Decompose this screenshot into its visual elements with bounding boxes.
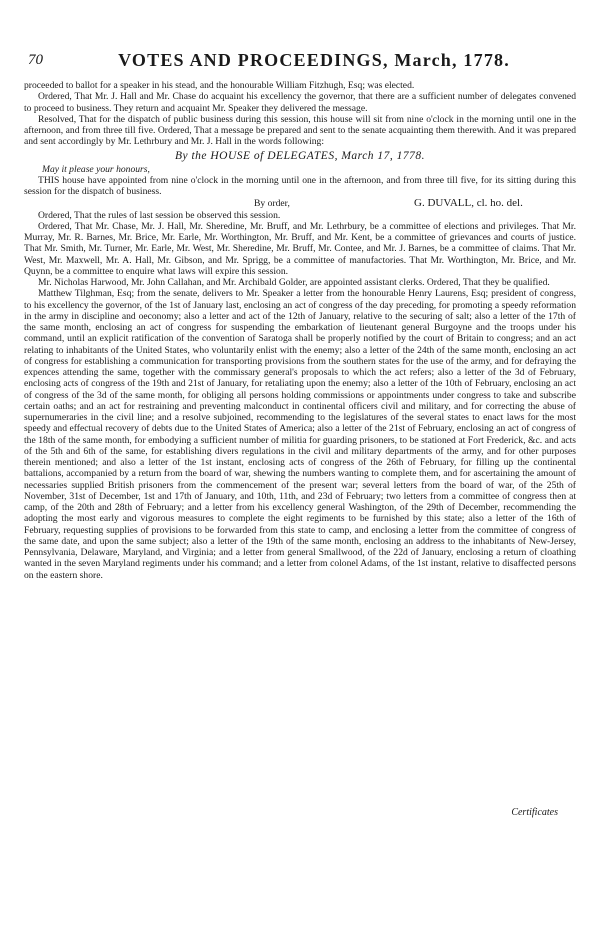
page-number: 70 (28, 52, 43, 68)
paragraph: Ordered, That Mr. Chase, Mr. J. Hall, Mr. Sheredine, Mr. Bruff, and Mr. Lethrbury, be a committee of elections and privileges. That Mr. Murray, Mr. R. Barnes, Mr. Brice, Mr. Earle, Mr. Worthington, Mr. Bruff, and Mr. Kent, be a committee of grievances and courts of justice. That Mr. Smith, Mr. Turner, Mr. Earle, Mr. West, Mr. Sheredine, Mr. Bruff, Mr. Contee, and Mr. J. Barnes, be a committee of claims. That Mr. West, Mr. Maxwell, Mr. A. Hall, Mr. Gibson, and Mr. Sprigg, be a committee of manufactories. That Mr. Worthington, Mr. Brice, and Mr. Quynn, be a committee to enquire what laws will expire this session. (24, 220, 576, 277)
paragraph: Matthew Tilghman, Esq; from the senate, delivers to Mr. Speaker a letter from the honourable Henry Laurens, Esq; president of congress, to his excellency the governor, of the 1st of January last, enclosing an act of congress of the day preceding, for promoting a speedy reformation in the army in discipline and oeconomy; also a letter and act of the 12th of January, relative to the securing of salt; also a letter of the 17th of the same month, enclosing an act of congress for suspending the embarkation of lieutenant general Burgoyne and the troops under his command, until an explicit ratification of the convention of Saratoga shall be properly notified by the court of Britain to congress; and an act relating to inhabitants of the United States, who voluntarily enlist with the enemy; also a letter of the 24th of the same month, enclosing an act of congress for establishing a communication for transporting provisions from the southern states for the use of the army, and for defraying the expences attending the same, together with the commissary general's proposals to which the act refers; also a letter of the 3d of February, enclosing acts of congress of the 19th and 21st of January, for retaliating upon the enemy; also a letter of the 10th of February, enclosing an act of congress of the 3d of the same month, for obliging all persons holding commissions or appointments under congress to take and subscribe certain oaths; and an act for restraining and preventing malconduct in continental officers civil and military, and for correcting the abuse of supernumeraries in the civil line; and a resolve subjoined, recommending to the legislatures of the several states to enact laws for the most speedy and effectual recovery of debts due to the United States of America; also a letter of the 21st of February, enclosing an act of congress of the 18th of the same month, for embodying a sufficient number of militia for guarding prisoners, to be stationed at Fort Frederick, &c. and acts of the 5th and 6th of the same, for establishing divers regulations in the civil and military departments of the army, and for other purposes therein mentioned; and also a letter of the 1st instant, enclosing acts of congress of the 26th of February, for filling up the continental battalions, accompanied by a return from the board of war, shewing the numbers wanting to complete them, and for ascertaining the amount of necessaries supplied British prisoners from the commencement of the present war; several letters from the board of war, of the 25th of November, 31st of December, 1st and 17th of January, and 10th, 11th, and 23d of February; two letters from a committee of congress then at camp, of the 20th and 28th of February; and a letter from his excellency general Washington, of the 29th of December, recommending the adopting the most early and vigorous measures to complete the eight regiments to be furnished by this state; also a letter of the 16th of February, requesting supplies of provisions to be forwarded from this state to camp, and enclosing a letter from the committee of congress of the same date, and upon the same subject; also a letter of the 19th of the same month, enclosing an address to the inhabitants of New-Jersey, Pennsylvania, Delaware, Maryland, and Virginia; and a letter from general Smallwood, of the 22d of January, enclosing a return of cloathing wanted in the seven Maryland regiments under his command; and a letter from colonel Adams, of the 1st instant, relative to disaffected persons on the eastern shore. (24, 288, 576, 581)
paragraph: Ordered, That Mr. J. Hall and Mr. Chase do acquaint his excellency the governor, that there are a sufficient number of delegates convened to proceed to business. They return and acquaint Mr. Speaker they delivered the message. (24, 91, 576, 114)
clerk-signature: G. DUVALL, cl. ho. del. (414, 196, 523, 209)
paragraph: Resolved, That for the dispatch of public business during this session, this house will sit from nine o'clock in the morning until one in the afternoon, and from three till five. Ordered, That a message be prepared and sent to the senate acquainting them therewith. And it was prepared and sent accordingly by Mr. Lethrbury and Mr. J. Hall in the words following: (24, 113, 576, 148)
signature-block (24, 198, 576, 210)
document-body (24, 80, 576, 581)
catchword: Certificates (511, 807, 558, 818)
paragraph: Ordered, That the rules of last session be observed this session. (38, 209, 281, 221)
page-header (28, 52, 560, 76)
running-title: VOTES AND PROCEEDINGS, March, 1778. (118, 50, 510, 70)
message-heading: By the HOUSE of DELEGATES, March 17, 1778. (174, 149, 426, 162)
message-text: THIS house have appointed from nine o'clock in the morning until one in the afternoon, and from three till five, for its sitting during this session for the dispatch of business. (24, 175, 576, 198)
message-salutation: May it please your honours, (42, 163, 150, 175)
paragraph: proceeded to ballot for a speaker in his stead, and the honourable William Fitzhugh, Esq; was elected. (24, 80, 415, 91)
by-order: By order, (254, 197, 290, 209)
paragraph: Mr. Nicholas Harwood, Mr. John Callahan, and Mr. Archibald Golder, are appointed assistant clerks. Ordered, That they be qualified. (38, 277, 550, 288)
